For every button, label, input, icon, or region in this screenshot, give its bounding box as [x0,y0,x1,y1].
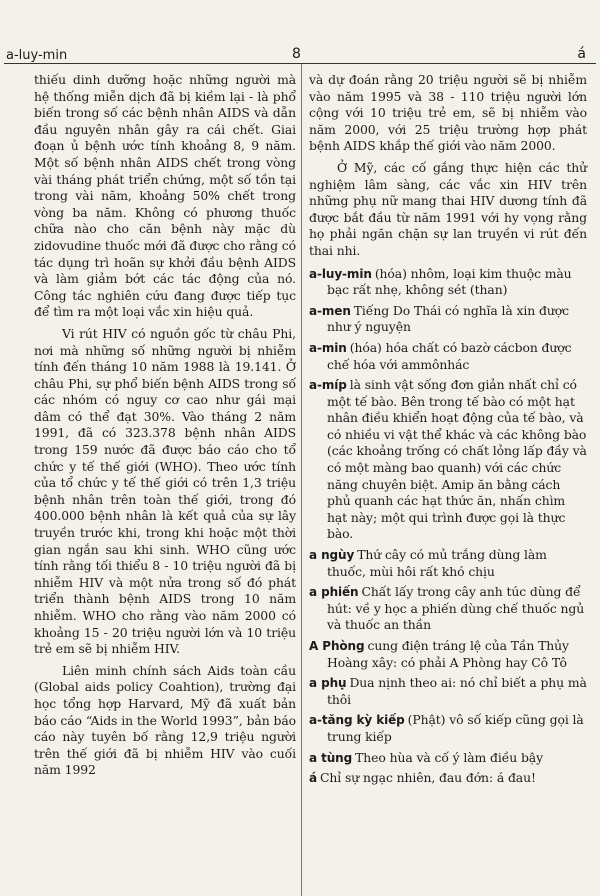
running-head-left: a-luy-min [6,48,68,63]
entry-definition: Chất lấy trong cây anh túc dùng để hút: về y học a phiến dùng chế thuốc ngủ và thuốc an thần [327,584,585,633]
paragraph: Vi rút HIV có nguồn gốc từ châu Phi, nơi mà những số những người bị nhiễm tính đến tháng 10 năm 1988 là 19.141. Ở châu Phi, sự phổ biến bệnh AIDS trong số các nhóm có nguy cơ cao như gái mại dâm có thể đạt 30%. Vào tháng 2 năm 1991, đã có 323.378 bệnh nhân AIDS trong 159 nước đã được báo cáo cho tổ chức y tế thế giới (WHO). Theo ước tính của tổ chức y tế thế giới có trên 1,3 triệu bệnh nhân trên toàn thế giới, trong đó 400.000 bệnh nhân là kết quả của sự lây truyền trước khi, trong khi hoặc một thời gian ngắn sau khi sinh. WHO cũng ước tính rằng tối thiểu 8 - 10 triệu người đã bị nhiễm HIV và một nửa trong số đó phát triển thành bệnh AIDS trong 10 năm nhiễm. WHO cho rằng vào năm 2000 có khoảng 15 - 20 triệu người lớn và 10 triệu trẻ em sẽ bị nhiễm HIV. [34,325,296,657]
paragraph: thiếu dinh dưỡng hoặc những người mà hệ thống miễn dịch đã bị kiềm lại - là phổ biến trong số các bệnh nhân AIDS và dẫn đầu nguyên nhân gây ra cái chết. Giai đoạn ủ bệnh ước tính khoảng 8, 9 năm. Một số bệnh nhân AIDS chết trong vòng vài tháng phát triển chứng, một số tồn tại trong vài năm, khoảng 50% chết trong vòng ba năm. Không có phương thuốc chữa nào cho căn bệnh này mặc dù zidovudine thuốc mới đã được cho rằng có tác dụng trì hoãn sự khởi đầu bệnh AIDS và làm giảm bớt các tác động của nó. Công tác nghiên cứu đang được tiếp tục để tìm ra một loại vắc xin hiệu quả. [34,72,296,320]
dictionary-entry [309,340,587,373]
header-rule [4,63,596,64]
dictionary-entry [309,675,587,708]
entry-headword: a phiến [309,585,359,600]
entry-headword: a-min [309,340,347,355]
entry-headword: a-men [309,303,351,318]
entry-definition: Chỉ sự ngạc nhiên, đau đớn: á đau! [320,770,536,786]
entry-definition: Tiếng Do Thái có nghĩa là xin được như ý nguyện [327,302,569,335]
dictionary-entry [309,712,587,745]
entry-definition: Theo hùa và cố ý làm điều bậy [355,749,543,765]
entry-headword: a phụ [309,676,347,691]
entry-headword: A Phòng [309,639,365,653]
entry-headword: a-míp [309,378,347,393]
entry-definition: (Phật) vô số kiếp cũng gọi là trung kiếp [327,712,584,744]
entry-definition: cung điện tráng lệ của Tần Thủy Hoàng xây: có phải A Phòng hay Cô Tô [327,638,569,670]
paragraph: và dự đoán rằng 20 triệu người sẽ bị nhiễm vào năm 1995 và 38 - 110 triệu người lớn cộng với 10 triệu trẻ em, sẽ bị nhiễm vào năm 2000, với 25 triệu trường hợp phát bệnh AIDS khắp thế giới vào năm 2000. [309,72,587,154]
entry-headword: á [309,771,317,786]
dictionary-entry [309,638,587,671]
dictionary-entry [309,770,587,787]
dictionary-entry [309,584,587,634]
paragraph: Ở Mỹ, các cố gắng thực hiện các thử nghiệm lâm sàng, các vắc xin HIV trên những phụ nữ mang thai HIV dương tính đã được bắt đầu từ năm 1991 với hy vọng rằng họ phải ngăn chặn sự lan truyền vi rút đến thai nhi. [309,159,587,258]
page-header [0,40,600,64]
entry-headword: a-luy-min [309,266,372,281]
left-column [34,72,296,779]
dictionary-entry [309,750,587,767]
entry-definition: (hóa) nhôm, loại kim thuộc màu bạc rất nhẹ, không sét (than) [327,265,572,298]
running-head-right: á [577,46,586,62]
entry-headword: a-tăng kỳ kiếp [309,713,405,728]
right-column [309,72,587,791]
entry-definition: Dua nịnh theo ai: nó chỉ biết a phụ mà thôi [327,675,587,707]
paragraph: Liên minh chính sách Aids toàn cầu (Global aids policy Coahtion), trường đại học tổng hợp Harvard, Mỹ đã xuất bản báo cáo “Aids in the World 1993”, bản báo cáo này tuyên bố rằng 12,9 triệu người trên thế giới đã bị nhiễm HIV vào cuối năm 1992 [34,662,296,778]
dictionary-entry [309,547,587,580]
dictionary-entry [309,266,587,299]
dictionary-entry [309,377,587,543]
page-number: 8 [292,46,301,62]
entry-headword: a ngùy [309,548,355,563]
entry-definition: (hóa) hóa chất có bazờ cácbon được chế hóa với ammônhác [327,339,572,372]
entry-headword: a tùng [309,750,353,765]
dictionary-entry [309,303,587,336]
entry-definition: Thứ cây có mủ trắng dùng làm thuốc, mùi hôi rất khó chịu [327,547,547,579]
entry-definition: là sinh vật sống đơn giản nhất chỉ có một tế bào. Bên trong tế bào có một hạt nhân điều khiển hoạt động của tế bào, và có nhiều vi vật thể khác và các không bào (các khoảng trống có chất lỏng lấp đầy và có một màng bao quanh) với các chức năng chuyên biệt. Amip ăn bằng cách phủ quanh các hạt thức ăn, nhấn chìm hạt này; một qui trình được gọi là thực bào. [327,377,587,542]
column-divider [301,64,302,896]
